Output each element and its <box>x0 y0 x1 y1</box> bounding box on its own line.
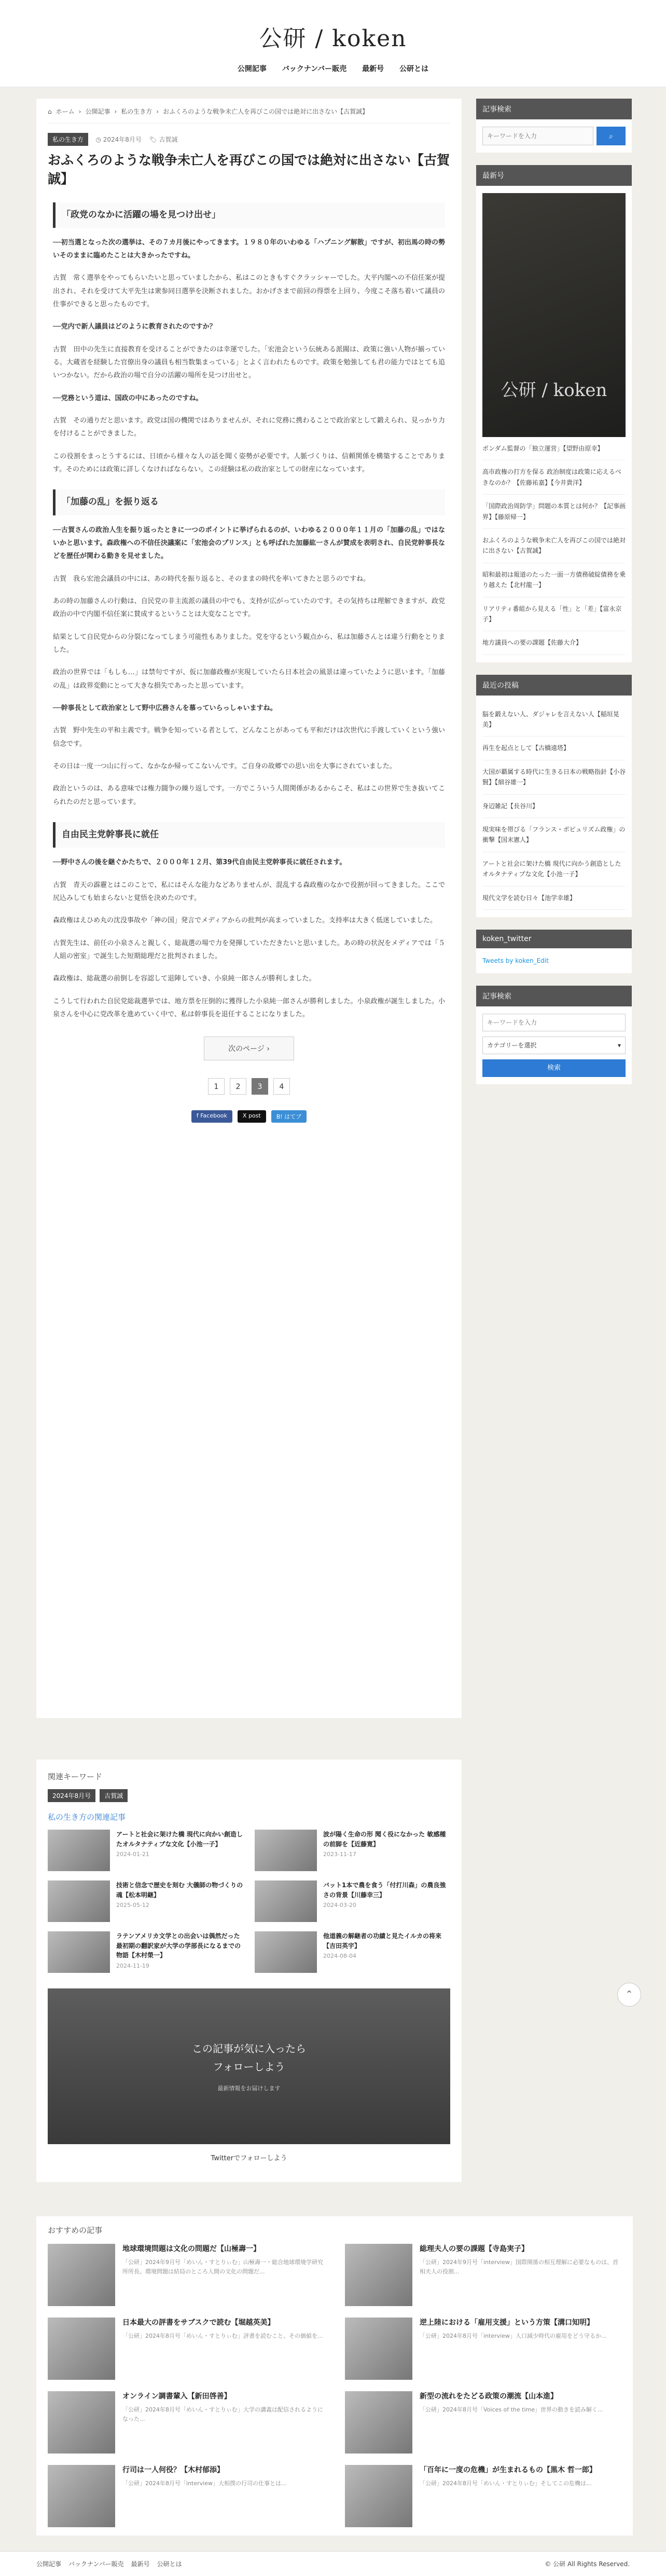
gnav-public[interactable]: 公開記事 <box>237 65 267 73</box>
related-thumbnail <box>48 1931 110 1973</box>
footer-link[interactable]: 最新号 <box>131 2560 150 2568</box>
search-input[interactable] <box>482 127 593 145</box>
question: ──党内で新人議員はどのように教育されたのですか？ <box>53 323 216 331</box>
article-main <box>36 99 462 1718</box>
page-4[interactable]: 4 <box>273 1078 290 1095</box>
gnav-about[interactable]: 公研とは <box>399 65 429 73</box>
category-select[interactable]: カテゴリーを選択 ▾ <box>482 1037 626 1054</box>
article-title: おふくろのような戦争未亡人を再びこの国では絶対に出さない【古賀誠】 <box>48 153 450 187</box>
paragraph: 古賀 田中の先生に直接教育を受けることができたのは幸運でした。「宏池会という伝統ある派閥は、政策に強い人物が揃っている。大蔵省を経験した官僚出身の議員も相当数集まっている」とよく言われたものです。政策を勉強しても君の能力ではとても追いつかない。だから政治の場で自分の活躍の場所を見つけ出せと。 <box>53 345 445 380</box>
search-box <box>476 99 632 153</box>
recommend-title: おすすめの記事 <box>48 2226 103 2235</box>
question: ──党務という道は、国政の中にあったのですね。 <box>53 394 203 402</box>
related-section <box>36 1760 462 2182</box>
recent-posts-box <box>476 675 632 917</box>
recommend-grid <box>48 2244 621 2527</box>
follow-banner <box>48 1988 450 2144</box>
chevron-up-icon: ⌃ <box>625 1989 633 2000</box>
question: ──古賀さんの政治人生を振り返ったときに一つのポイントに挙げられるのが、いわゆる２０００年１１月の「加藤の乱」ではないかと思います。森政権への不信任決議案に「宏池会のプリンス」とも呼ばれた加藤紘一さんが賛成を表明され、自民党幹事長などを歴任が関わる動きを見せました。 <box>53 526 445 561</box>
related-thumbnail <box>255 1880 317 1922</box>
paragraph: 結果として自民党からの分裂になってしまう可能性もありました。党を守るという観点から、私は加藤さんとは違う行動をとりました。 <box>53 633 445 654</box>
filter-keyword-input[interactable] <box>482 1014 626 1031</box>
footer-link[interactable]: 公開記事 <box>36 2560 62 2568</box>
hatena-share-button[interactable]: B! はてブ <box>271 1110 307 1123</box>
chevron-down-icon: ▾ <box>617 1042 621 1050</box>
keyword-tag[interactable]: 2024年8月号 <box>48 1789 95 1802</box>
facebook-share-button[interactable]: f Facebook <box>191 1110 232 1123</box>
filter-title: 記事検索 <box>476 986 632 1006</box>
footer-link[interactable]: バックナンバー販売 <box>68 2560 124 2568</box>
paragraph: 古賀先生は、前任の小泉さんと親しく、総裁選の場で力を発揮していただきたいと思いました。あの時の状況をメディアでは「５人組の密室」で誕生した短期総理だと批判されました。 <box>53 939 445 960</box>
pager <box>48 1037 450 1060</box>
global-nav <box>0 63 666 74</box>
recommend-thumbnail <box>48 2465 115 2527</box>
related-grid <box>48 1830 450 1973</box>
next-page-button[interactable]: 次のページ › <box>204 1037 294 1060</box>
follow-line-2: フォローしよう <box>213 2061 285 2073</box>
site-header <box>0 0 666 87</box>
related-item[interactable]: 波が陽く生命の形 聞く役になかった 敏感種の前脚を【近藤寛】 2023-11-17 <box>255 1830 450 1871</box>
footer-link[interactable]: 公研とは <box>157 2560 182 2568</box>
back-to-top-button[interactable] <box>617 1983 641 2007</box>
recommend-thumbnail <box>48 2391 115 2454</box>
recommend-item[interactable]: 行司は一人何役？【木村郁添】 「公研」2024年8月号「interview」大相撲の行司の仕事とは... <box>48 2465 324 2527</box>
paragraph: この役割をまっとうするには、日頃から様々な人の話を聞く姿勢が必要です。人脈づくりは、信頼関係を構築することであります。そのためには政策に詳しくなければならない。この経験は私の政治家としての財産になっています。 <box>53 452 445 474</box>
paragraph: あの時の加藤さんの行動は、自民党の非主流派の議員の中でも、支持が広がっていたのです。その気持ちは理解できますが、政党政治の中で内閣不信任案に賛成するということは大変なことです。 <box>53 597 445 619</box>
recommend-item[interactable]: 総理夫人の要の課題【寺島実子】 「公研」2024年9月号「interview」国際関係の相互理解に必要なものは、首相夫人の役割... <box>345 2244 621 2306</box>
paragraph: 古賀 常く選挙をやってもらいたいと思っていましたから、私はこのときもすぐクラッシャーでした。大平内閣への不信任案が提出され、それを受けて大平先生は衆参同日選挙を決断されました。おかげさまで前回の得票を上回り、今度こそ落ち着いて議員の仕事ができると思ったものです。 <box>53 274 445 309</box>
layout-wrap <box>36 99 633 1718</box>
issue-item[interactable]: ボンダム監督の「独立運営」【望野由原幸】 <box>482 437 626 460</box>
filter-box <box>476 986 632 1084</box>
recommend-thumbnail <box>345 2465 412 2527</box>
recent-post-item[interactable]: 再生を起点として【古橋遠塔】 <box>482 737 626 760</box>
paragraph: 森政権はえひめ丸の沈没事故や「神の国」発言でメディアからの批判が高まっていました。支持率は大きく低迷していました。 <box>53 917 437 925</box>
recent-post-item[interactable]: 現実味を帯びる「フランス・ポピュリズム政権」の衝撃【国末憲人】 <box>482 818 626 852</box>
issue-item[interactable]: リアリティ番組から見える「性」と「差」【富永京子】 <box>482 597 626 632</box>
breadcrumb: ⌂ ホーム › 公開記事 › 私の生き方 › おふくろのような戦争未亡人を再びこの国では絶対に出さない【古賀誠】 <box>48 99 450 124</box>
recommend-item[interactable]: オンライン調書輩入【新田啓善】 「公研」2024年8月号「めいん・すとりぃむ」大学の講義は配信されるようになった... <box>48 2391 324 2454</box>
recommend-thumbnail <box>345 2318 412 2380</box>
keyword-title: 関連キーワード <box>48 1772 103 1781</box>
breadcrumb-current: おふくろのような戦争未亡人を再びこの国では絶対に出さない【古賀誠】 <box>163 108 369 115</box>
paragraph: 政治の世界では「もしも…」は禁句ですが、仮に加藤政権が実現していたら日本社会の風景は違っていたように思います。「加藤の乱」は政界変動にとって大きな損失であったと思っています。 <box>53 669 445 690</box>
section-heading: 自由民主党幹事長に就任 <box>53 822 445 848</box>
keyword-tags <box>48 1789 450 1802</box>
twitter-follow-link[interactable]: Twitterでフォローしよう <box>211 2155 287 2162</box>
recommend-thumbnail <box>48 2244 115 2306</box>
follow-note: 最新情報をお届けします <box>217 2085 281 2092</box>
issue-item[interactable]: 高市政権の打方を保る 政治制度は政策に応えるべきなのか？【佐藤祐嘉】【今井貴洋】 <box>482 460 626 495</box>
paragraph: 古賀 野中先生の平和主義です。戦争を知っている者として、どんなことがあっても平和だけは次世代に手渡していくという強い信念です。 <box>53 727 445 748</box>
page-1[interactable]: 1 <box>208 1078 225 1095</box>
follow-line-1: この記事が気に入ったら <box>192 2042 306 2055</box>
recommend-item[interactable]: 新型の流れをたどる政策の潮流【山本進】 「公研」2024年8月号「Voices of the time」世界の動きを読み解く... <box>345 2391 621 2454</box>
pagination <box>48 1078 450 1095</box>
recommend-item[interactable]: 逆上陸における「雇用支援」という方策【溝口知明】 「公研」2024年8月号「interview」人口減少時代の雇用をどう守るか... <box>345 2318 621 2380</box>
breadcrumb-category[interactable]: 私の生き方 <box>121 108 152 115</box>
recent-posts-title: 最近の投稿 <box>476 675 632 696</box>
share-buttons <box>48 1110 450 1123</box>
twitter-box <box>476 930 632 973</box>
search-button[interactable] <box>596 127 626 145</box>
issue-item[interactable]: おふくろのような戦争未亡人を再びこの国では絶対に出さない【古賀誠】 <box>482 529 626 563</box>
keyword-tag[interactable]: 古賀誠 <box>100 1789 128 1802</box>
related-thumbnail <box>48 1880 110 1922</box>
search-icon: ⌕ <box>609 131 613 140</box>
home-icon: ⌂ <box>48 107 52 115</box>
recommend-item[interactable]: 地球環境問題は文化の問題だ【山極壽一】 「公研」2024年9月号「めいん・すとりぃむ」山極壽一・総合地球環境学研究所所長。環境問題は結局のところ人間の文化の問題だ... <box>48 2244 324 2306</box>
page-2[interactable]: 2 <box>230 1078 246 1095</box>
breadcrumb-home[interactable]: ホーム <box>56 108 75 115</box>
search-title: 記事検索 <box>476 99 632 119</box>
section-heading: 「加藤の乱」を振り返る <box>53 489 445 515</box>
related-item[interactable]: バット1本で農を食う「付打川森」の農良強さの背景【川藤幸三】 2024-03-20 <box>255 1880 450 1922</box>
latest-issue-title: 最新号 <box>476 165 632 186</box>
related-title: 私の生き方の関連記事 <box>48 1812 126 1822</box>
related-item[interactable]: 他道義の解継者の功績と見たイルカの将来【吉田英宇】 2024-08-04 <box>255 1931 450 1973</box>
section-heading: 「政党のなかに活躍の場を見つけ出せ」 <box>53 202 445 228</box>
issue-item[interactable]: 昭和最初は報道のたった一面一方債務破綻債務を乗り越えた【北村龍一】 <box>482 563 626 597</box>
question: ──幹事長として政治家として野中広務さんを慕っていらっしゃいますね。 <box>53 704 277 713</box>
twitter-link[interactable]: Tweets by koken_Edit <box>482 957 549 964</box>
related-item[interactable]: ラテンアメリカ文学との出会いは偶然だった 最初期の翻訳家が大学の学部長になるまでの物語【木村榮一】 2024-11-19 <box>48 1931 243 1973</box>
recent-post-item[interactable]: 脳を鍛えない人、ダジャレを言えない人【稲垣晃美】 <box>482 703 626 737</box>
site-footer <box>0 2551 666 2576</box>
magazine-cover[interactable]: 公研 / koken <box>482 193 626 437</box>
sidebar <box>476 99 632 1718</box>
issue-item[interactable]: 地方議員への要の課題【佐藤大介】 <box>482 631 626 655</box>
latest-issue-box <box>476 165 632 662</box>
issue-list <box>482 437 626 655</box>
site-logo[interactable]: 公研 / koken <box>259 25 407 52</box>
issue-date: ◷ 2024年8月号 <box>95 136 142 143</box>
related-thumbnail <box>48 1830 110 1871</box>
gnav-backnumber[interactable]: バックナンバー販売 <box>282 65 347 73</box>
paragraph: 古賀 我ら宏池会議員の中には、あの時代を振り返ると、そのままの時代を率いてきたと思うのですね。 <box>53 575 370 583</box>
related-thumbnail <box>255 1830 317 1871</box>
recommend-thumbnail <box>345 2244 412 2306</box>
category-badge[interactable]: 私の生き方 <box>48 133 88 146</box>
page-3-current[interactable]: 3 <box>252 1078 268 1095</box>
recommend-item[interactable]: 「百年に一度の危機」が生まれるもの【黒木 哲一郎】 「公研」2024年8月号「めいん・すとりぃむ」そしてこの危機は... <box>345 2465 621 2527</box>
footer-nav <box>36 2559 182 2568</box>
recent-post-item[interactable]: アートと社会に架けた橋 現代に向かう創造としたオルタナティブな文化【小池一子】 <box>482 852 626 887</box>
paragraph: こうして行われた自民党総裁選挙では、地方票を圧倒的に獲得した小泉純一郎さんが勝利しました。小泉政権が誕生しました。小泉さんを中心に党改革を進めていく中で、私は幹事長を退任することになりました。 <box>53 997 445 1018</box>
paragraph: 政治というのは、ある意味では権力闘争の繰り返しです。一方でこういう人間関係があるからこそ、私はこの世界で生き抜いてこられたのだと思っています。 <box>53 785 445 806</box>
related-item[interactable]: 技術と信念で歴史を刻む 大儀師の物づくりの魂【松本明継】 2025-05-12 <box>48 1880 243 1922</box>
breadcrumb-public[interactable]: 公開記事 <box>85 108 110 115</box>
paragraph: 古賀 その通りだと思います。政党は国の機関ではありませんが、それに党務に携わることで政治家として鍛えられ、見っかり力を付けることができました。 <box>53 417 445 438</box>
recent-post-item[interactable]: 大国が覇属する時代に生きる日本の戦略指針【小谷賢】【細谷雄一】 <box>482 760 626 795</box>
filter-submit-button[interactable]: 検索 <box>482 1059 626 1077</box>
issue-item[interactable]: 「国際政治周防学」問題の本質とは何か？【記事画界】【藤原帰一】 <box>482 495 626 529</box>
recommend-thumbnail <box>345 2391 412 2454</box>
paragraph: 森政権は、総裁選の前倒しを容認して退陣していき、小泉純一郎さんが勝利しました。 <box>53 975 316 983</box>
twitter-title: koken_twitter <box>476 930 632 948</box>
question: ──初当選となった次の選挙は、その７カ月後にやってきます。１９８０年のいわゆる「ハプニング解散」ですが、初出馬の時の勢いそのままに臨めたことは大きかったですね。 <box>53 238 445 260</box>
question: ──野中さんの後を継ぐかたちで、２０００年１２月、第39代自由民主党幹事長に就任されます。 <box>53 858 346 867</box>
recent-post-item[interactable]: 身辺雑記【長谷川】 <box>482 795 626 818</box>
related-thumbnail <box>255 1931 317 1973</box>
gnav-latest[interactable]: 最新号 <box>362 65 384 73</box>
paragraph: 古賀 青天の霹靂とはこのことで、私にはそんな能力などありませんが、混乱する森政権のなかで役割が回ってきました。ここで尻込みしても始まらないと覚悟を決めたのです。 <box>53 881 445 902</box>
x-share-button[interactable]: X post <box>238 1110 266 1123</box>
tag-label[interactable]: 🏷 古賀誠 <box>149 136 178 143</box>
related-item[interactable]: アートと社会に架けた橋 現代に向かい創造したオルタナティブな文化【小池一子】 2024-01-21 <box>48 1830 243 1871</box>
recommend-item[interactable]: 日本最大の評書をサブスクで読む【堀越英美】 「公研」2024年8月号「めいん・すとりぃむ」評書を読むこと、その価値を... <box>48 2318 324 2380</box>
recent-post-item[interactable]: 現代文学を読む日々【池学幸雄】 <box>482 887 626 910</box>
paragraph: その日は一度一つ山に行って、なかなか帰ってこないんです。ご自身の故郷での思い出を大事にされていました。 <box>53 762 396 771</box>
recommend-thumbnail <box>48 2318 115 2380</box>
copyright: © 公研 All Rights Reserved. <box>545 2560 630 2568</box>
article-body <box>48 202 450 1021</box>
recommend-section <box>36 2216 633 2536</box>
